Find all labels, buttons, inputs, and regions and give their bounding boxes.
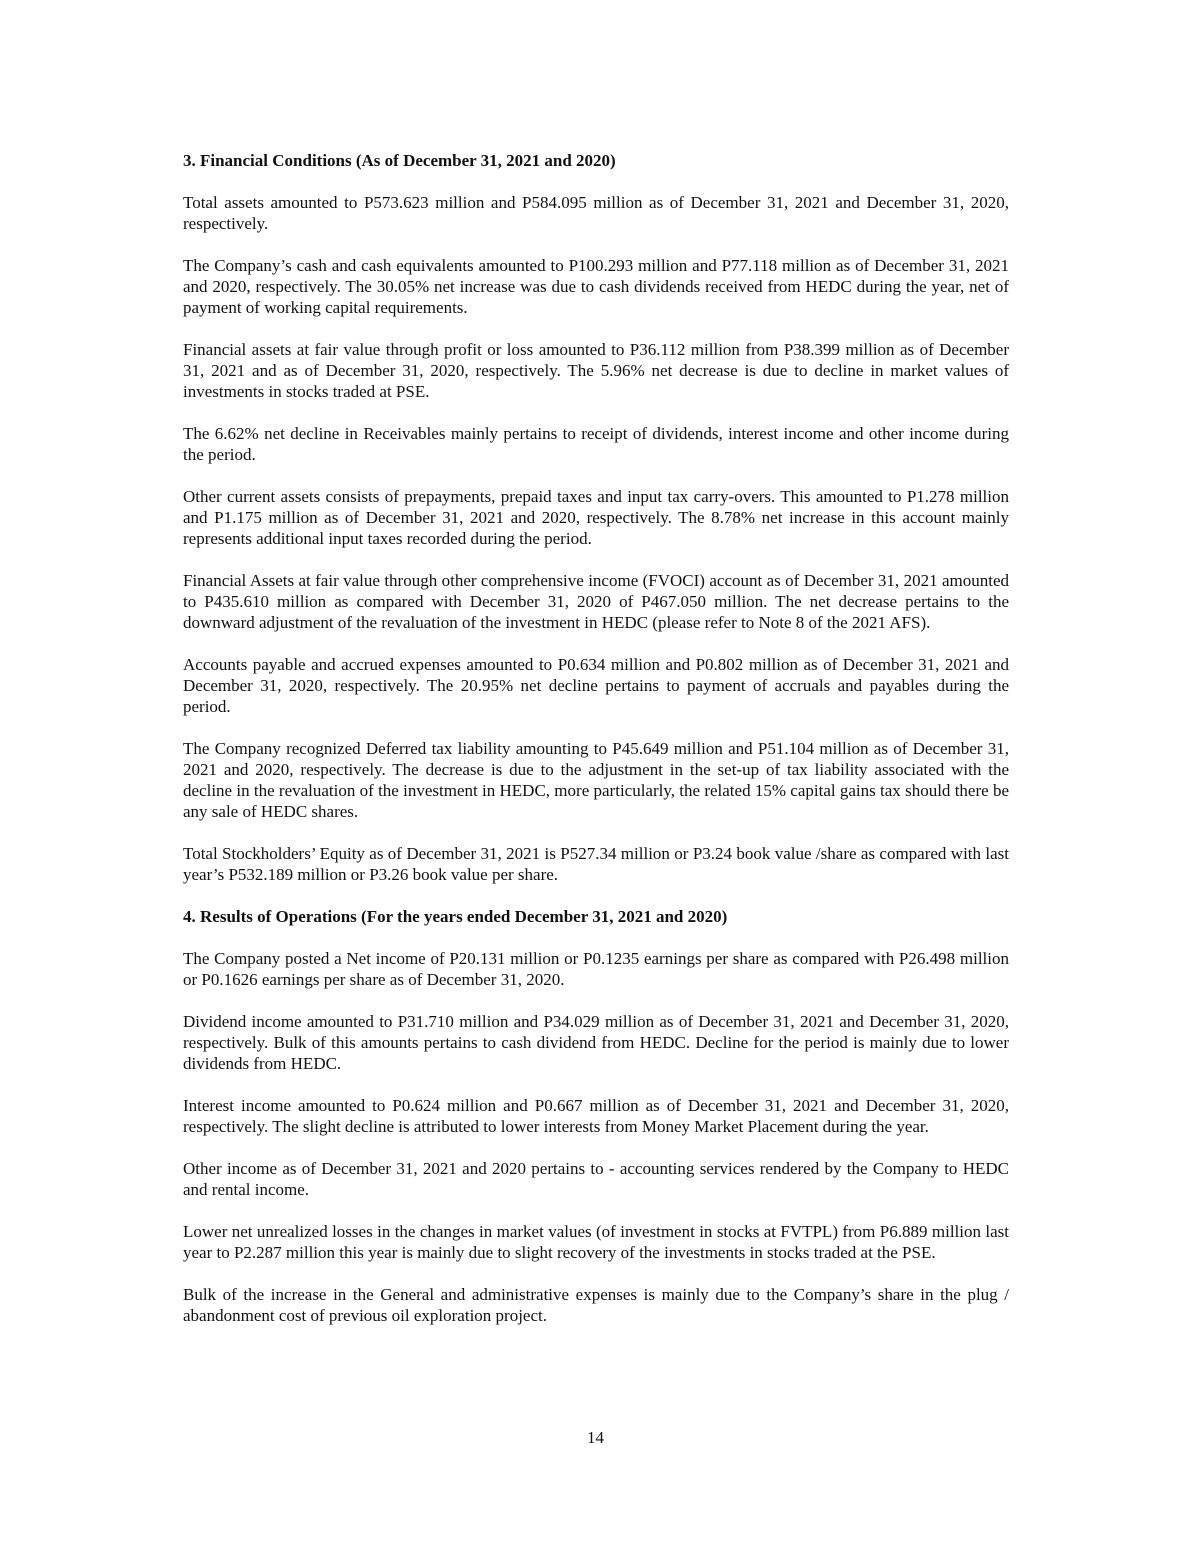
s4-paragraph: Interest income amounted to P0.624 million and P0.667 million as of December 31, 2021 and December 31, 2020, respectively. The slight decline is attributed to lower interests from Money Market Placement during the year.: [183, 1096, 1009, 1136]
s3-paragraph: Other current assets consists of prepayments, prepaid taxes and input tax carry-overs. This amounted to P1.278 million and P1.175 million as of December 31, 2021 and 2020, respectively. The 8.78% net increase in this account mainly represents additional input taxes recorded during the period.: [183, 487, 1009, 548]
section-4-heading: 4. Results of Operations (For the years ended December 31, 2021 and 2020): [183, 907, 728, 926]
s4-paragraph: Lower net unrealized losses in the changes in market values (of investment in stocks at FVTPL) from P6.889 million last year to P2.287 million this year is mainly due to slight recovery of the investments in stocks traded at the PSE.: [183, 1222, 1009, 1262]
s3-paragraph: Financial Assets at fair value through other comprehensive income (FVOCI) account as of December 31, 2021 amounted to P435.610 million as compared with December 31, 2020 of P467.050 million. The net decrease pertains to the downward adjustment of the revaluation of the investment in HEDC (please refer to Note 8 of the 2021 AFS).: [183, 571, 1009, 632]
s4-paragraph: Bulk of the increase in the General and administrative expenses is mainly due to the Company’s share in the plug / abandonment cost of previous oil exploration project.: [183, 1285, 1009, 1325]
document-page: [183, 150, 1009, 1326]
s4-paragraph: Other income as of December 31, 2021 and 2020 pertains to - accounting services rendered by the Company to HEDC and rental income.: [183, 1159, 1009, 1199]
section-3-heading: 3. Financial Conditions (As of December 31, 2021 and 2020): [183, 151, 616, 170]
s3-paragraph: The 6.62% net decline in Receivables mainly pertains to receipt of dividends, interest income and other income during the period.: [183, 424, 1009, 464]
s4-paragraph: Dividend income amounted to P31.710 million and P34.029 million as of December 31, 2021 and December 31, 2020, respectively. Bulk of this amounts pertains to cash dividend from HEDC. Decline for the period is mainly due to lower dividends from HEDC.: [183, 1012, 1009, 1073]
s3-paragraph: Total assets amounted to P573.623 million and P584.095 million as of December 31, 2021 and December 31, 2020, respectively.: [183, 193, 1009, 233]
page-number: 14: [587, 1428, 604, 1447]
s3-paragraph: Total Stockholders’ Equity as of December 31, 2021 is P527.34 million or P3.24 book value /share as compared with last year’s P532.189 million or P3.26 book value per share.: [183, 844, 1009, 884]
s3-paragraph: The Company’s cash and cash equivalents amounted to P100.293 million and P77.118 million as of December 31, 2021 and 2020, respectively. The 30.05% net increase was due to cash dividends received from HEDC during the year, net of payment of working capital requirements.: [183, 256, 1009, 317]
s3-paragraph: The Company recognized Deferred tax liability amounting to P45.649 million and P51.104 million as of December 31, 2021 and 2020, respectively. The decrease is due to the adjustment in the set-up of tax liability associated with the decline in the revaluation of the investment in HEDC, more particularly, the related 15% capital gains tax should there be any sale of HEDC shares.: [183, 739, 1009, 821]
s4-paragraph: The Company posted a Net income of P20.131 million or P0.1235 earnings per share as compared with P26.498 million or P0.1626 earnings per share as of December 31, 2020.: [183, 949, 1009, 989]
s3-paragraph: Accounts payable and accrued expenses amounted to P0.634 million and P0.802 million as of December 31, 2021 and December 31, 2020, respectively. The 20.95% net decline pertains to payment of accruals and payables during the period.: [183, 655, 1009, 716]
s3-paragraph: Financial assets at fair value through profit or loss amounted to P36.112 million from P38.399 million as of December 31, 2021 and as of December 31, 2020, respectively. The 5.96% net decrease is due to decline in market values of investments in stocks traded at PSE.: [183, 340, 1009, 401]
